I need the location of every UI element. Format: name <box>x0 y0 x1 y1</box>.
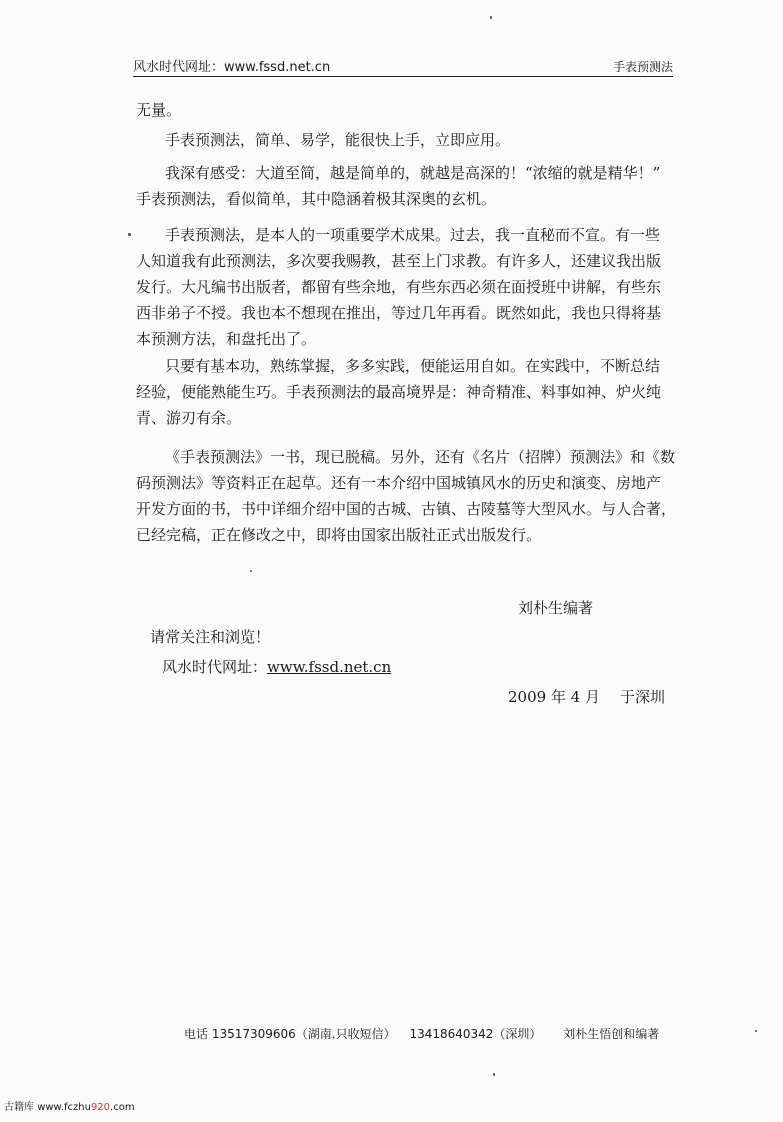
text-line: 人知道我有此预测法，多次要我赐教，甚至上门求教。有许多人，还建议我出版 <box>136 252 662 270</box>
paragraph-3 <box>136 222 676 352</box>
text-line: 手表预测法，简单、易学，能很快上手，立即应用。 <box>165 131 511 149</box>
paragraph-0 <box>136 97 676 123</box>
author-signature: 刘朴生编著 <box>518 599 594 617</box>
scan-speck <box>250 570 252 572</box>
watermark-url-suffix: .com <box>110 1102 135 1113</box>
page-header <box>133 52 673 77</box>
follow-note: 请常关注和浏览！ <box>150 628 271 646</box>
page-footer <box>184 1025 669 1042</box>
paragraph-2 <box>136 160 676 212</box>
watermark-url-digits: 920 <box>90 1102 111 1113</box>
text-line: 经验，便能熟能生巧。手表预测法的最高境界是：神奇精准、料事如神、炉火纯 <box>136 383 662 401</box>
scan-speck <box>128 233 131 236</box>
date: 2009 年 4 月 <box>508 688 601 706</box>
watermark-url-prefix: www.fczhu <box>37 1102 91 1113</box>
watermark-url[interactable] <box>37 1102 134 1113</box>
scan-speck <box>490 16 492 19</box>
text-line: 《手表预测法》一书，现已脱稿。另外，还有《名片（招牌）预测法》和《数 <box>165 448 676 466</box>
paragraph-5 <box>136 444 676 548</box>
date-line <box>508 686 665 707</box>
scan-speck <box>493 1073 495 1076</box>
text-line: 青、游刃有余。 <box>136 409 242 427</box>
footer-phone-1: 电话 13517309606（湖南.只收短信） <box>184 1027 396 1041</box>
scan-speck <box>755 1030 757 1032</box>
place: 于深圳 <box>620 688 666 706</box>
text-line: 我深有感受：大道至简，越是简单的，就越是高深的！“浓缩的就是精华！” <box>165 164 661 182</box>
text-line: 发行。大凡编书出版者，都留有些余地，有些东西必须在面授班中讲解，有些东 <box>136 278 662 296</box>
site-line <box>162 656 391 677</box>
text-line: 西非弟子不授。我也本不想现在推出，等过几年再看。既然如此，我也只得将基 <box>136 304 662 322</box>
text-line: 无量。 <box>136 101 182 119</box>
footer-author: 刘朴生悟创和编著 <box>563 1027 660 1041</box>
site-link[interactable]: www.fssd.net.cn <box>267 658 392 676</box>
text-line: 本预测方法，和盘托出了。 <box>136 330 317 348</box>
paragraph-4 <box>136 353 676 431</box>
header-title: 手表预测法 <box>612 60 673 74</box>
header-site: 风水时代网址：www.fssd.net.cn <box>133 60 331 75</box>
text-line: 只要有基本功，熟练掌握，多多实践，便能运用自如。在实践中，不断总结 <box>165 357 661 375</box>
site-label: 风水时代网址： <box>162 658 268 676</box>
text-line: 已经完稿，正在修改之中，即将由国家出版社正式出版发行。 <box>136 526 542 544</box>
watermark <box>4 1098 135 1113</box>
paragraph-1 <box>136 127 676 153</box>
footer-phone-2: 13418640342（深圳） <box>409 1027 542 1041</box>
text-line: 手表预测法，看似简单，其中隐涵着极其深奥的玄机。 <box>136 190 497 208</box>
text-line: 开发方面的书，书中详细介绍中国的古城、古镇、古陵墓等大型风水。与人合著， <box>136 500 677 518</box>
text-line: 手表预测法，是本人的一项重要学术成果。过去，我一直秘而不宣。有一些 <box>165 226 661 244</box>
text-line: 码预测法》等资料正在起草。还有一本介绍中国城镇风水的历史和演变、房地产 <box>136 474 662 492</box>
watermark-name: 古籍库 <box>4 1102 34 1113</box>
